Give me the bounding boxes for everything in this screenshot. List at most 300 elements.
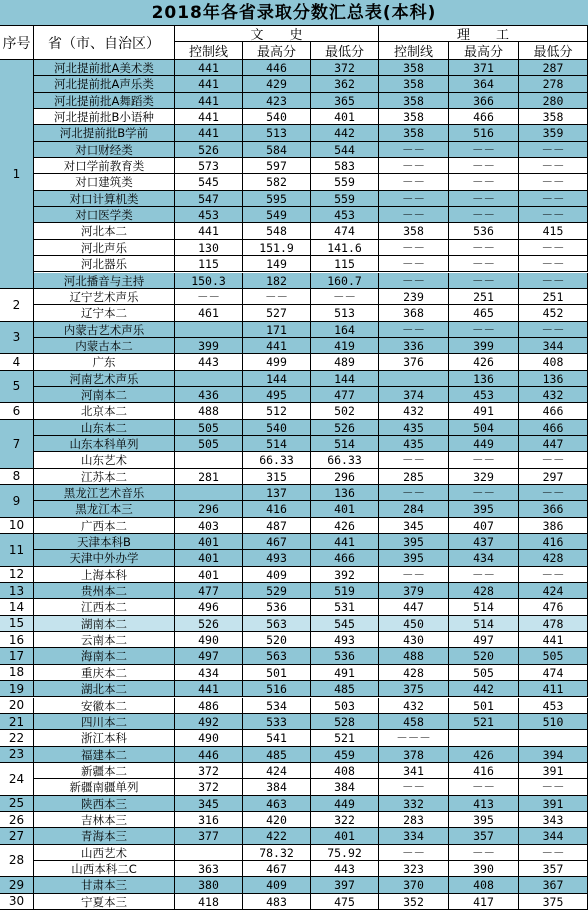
row-seq-number: 13 — [0, 583, 34, 599]
science-control-line: －－ — [379, 256, 449, 272]
row-seq-number: 24 — [0, 763, 34, 796]
arts-max: 423 — [243, 93, 311, 109]
table-row — [0, 763, 588, 779]
science-control-line: －－ — [379, 273, 449, 289]
science-control-line: 358 — [379, 76, 449, 92]
science-min: －－ — [519, 322, 588, 338]
science-min: 366 — [519, 501, 588, 517]
arts-max: 501 — [243, 665, 311, 681]
arts-control-line: 296 — [175, 501, 243, 517]
science-control-line: 334 — [379, 828, 449, 844]
header-science-min: 最低分 — [519, 42, 588, 60]
arts-max: 137 — [243, 485, 311, 501]
arts-min: 443 — [311, 861, 379, 877]
science-control-line: －－ — [379, 158, 449, 174]
arts-max: 582 — [243, 174, 311, 190]
table-row — [0, 240, 588, 256]
science-min: 505 — [519, 648, 588, 664]
table-row — [0, 681, 588, 697]
science-max: 501 — [449, 698, 519, 714]
arts-max: 467 — [243, 861, 311, 877]
province-name: 山东艺术 — [34, 452, 175, 468]
arts-max: 416 — [243, 501, 311, 517]
arts-control-line: 130 — [175, 240, 243, 256]
arts-min: 419 — [311, 338, 379, 354]
science-control-line: 285 — [379, 469, 449, 485]
science-max: 442 — [449, 681, 519, 697]
province-name: 广西本二 — [34, 518, 175, 534]
science-max: 395 — [449, 812, 519, 828]
province-name: 陕西本三 — [34, 796, 175, 812]
arts-max: 520 — [243, 632, 311, 648]
table-row — [0, 845, 588, 861]
province-name: 山东本二 — [34, 420, 175, 436]
science-min: 476 — [519, 599, 588, 615]
arts-control-line: 446 — [175, 747, 243, 763]
science-min: 432 — [519, 387, 588, 403]
science-control-line: 358 — [379, 125, 449, 141]
row-seq-number: 4 — [0, 354, 34, 370]
table-row — [0, 436, 588, 452]
arts-control-line: 443 — [175, 354, 243, 370]
science-control-line: 358 — [379, 223, 449, 239]
arts-control-line: 363 — [175, 861, 243, 877]
science-min: －－ — [519, 158, 588, 174]
science-max: 251 — [449, 289, 519, 305]
row-seq-number: 22 — [0, 730, 34, 746]
header-arts-min: 最低分 — [311, 42, 379, 60]
row-seq-number: 30 — [0, 894, 34, 910]
province-name: 河北提前批A美术类 — [34, 60, 175, 76]
arts-max: 424 — [243, 763, 311, 779]
arts-max: 533 — [243, 714, 311, 730]
science-max: 395 — [449, 501, 519, 517]
table-row — [0, 305, 588, 321]
science-min: －－ — [519, 779, 588, 795]
province-name: 辽宁艺术声乐 — [34, 289, 175, 305]
science-control-line: －－ — [379, 779, 449, 795]
arts-max: 563 — [243, 616, 311, 632]
row-seq-number: 29 — [0, 877, 34, 893]
province-name: 甘肃本三 — [34, 877, 175, 893]
arts-min: 426 — [311, 518, 379, 534]
province-name: 河北器乐 — [34, 256, 175, 272]
province-name: 河北提前批A舞蹈类 — [34, 93, 175, 109]
science-max: 426 — [449, 747, 519, 763]
science-max: －－ — [449, 779, 519, 795]
science-max: －－ — [449, 207, 519, 223]
science-control-line: －－ — [379, 567, 449, 583]
science-min: 287 — [519, 60, 588, 76]
arts-max: 485 — [243, 747, 311, 763]
arts-min: 545 — [311, 616, 379, 632]
science-control-line: 352 — [379, 894, 449, 910]
arts-max: 499 — [243, 354, 311, 370]
table-row — [0, 174, 588, 190]
arts-min: 466 — [311, 550, 379, 566]
science-min: 428 — [519, 550, 588, 566]
science-max: 399 — [449, 338, 519, 354]
arts-min: 502 — [311, 403, 379, 419]
province-name: 对口财经类 — [34, 142, 175, 158]
table-row — [0, 142, 588, 158]
science-min: 358 — [519, 109, 588, 125]
province-name: 对口医学类 — [34, 207, 175, 223]
arts-control-line: 401 — [175, 550, 243, 566]
province-name: 青海本三 — [34, 828, 175, 844]
science-min: －－ — [519, 142, 588, 158]
table-row — [0, 125, 588, 141]
arts-control-line: 461 — [175, 305, 243, 321]
row-seq-number: 14 — [0, 599, 34, 615]
page-title: 2018年各省录取分数汇总表(本科) — [0, 0, 588, 26]
science-max: 408 — [449, 877, 519, 893]
arts-control-line: 441 — [175, 223, 243, 239]
arts-control-line: 115 — [175, 256, 243, 272]
arts-min: 514 — [311, 436, 379, 452]
arts-max: 540 — [243, 109, 311, 125]
header-arts-control-line: 控制线 — [175, 42, 243, 60]
arts-max: 548 — [243, 223, 311, 239]
science-max: 416 — [449, 763, 519, 779]
arts-min: 160.7 — [311, 273, 379, 289]
arts-max: －－ — [243, 289, 311, 305]
arts-max: 149 — [243, 256, 311, 272]
table-row — [0, 828, 588, 844]
arts-control-line: 526 — [175, 616, 243, 632]
science-control-line: 395 — [379, 534, 449, 550]
province-name: 北京本二 — [34, 403, 175, 419]
arts-control-line: 486 — [175, 698, 243, 714]
science-max: 407 — [449, 518, 519, 534]
arts-min: 489 — [311, 354, 379, 370]
table-row — [0, 354, 588, 370]
row-seq-number: 27 — [0, 828, 34, 844]
science-max: 371 — [449, 60, 519, 76]
science-max: 536 — [449, 223, 519, 239]
arts-control-line: 453 — [175, 207, 243, 223]
science-max: 453 — [449, 387, 519, 403]
science-max: 521 — [449, 714, 519, 730]
row-seq-number: 19 — [0, 681, 34, 697]
science-min: 466 — [519, 403, 588, 419]
table-row — [0, 60, 588, 76]
science-min — [519, 730, 588, 746]
science-max: 514 — [449, 599, 519, 615]
science-min: 415 — [519, 223, 588, 239]
arts-max: 536 — [243, 599, 311, 615]
arts-max: 467 — [243, 534, 311, 550]
header-arts-group: 文 史 — [175, 26, 379, 42]
table-row — [0, 109, 588, 125]
province-name: 山东本科单列 — [34, 436, 175, 452]
science-control-line: 358 — [379, 109, 449, 125]
province-name: 河北本二 — [34, 223, 175, 239]
province-name: 对口计算机类 — [34, 191, 175, 207]
arts-max: 513 — [243, 125, 311, 141]
table-row — [0, 256, 588, 272]
arts-max: 597 — [243, 158, 311, 174]
arts-control-line: 150.3 — [175, 273, 243, 289]
row-seq-number: 8 — [0, 469, 34, 485]
arts-max: 487 — [243, 518, 311, 534]
arts-max: 151.9 — [243, 240, 311, 256]
province-name: 山西艺术 — [34, 845, 175, 861]
province-name: 内蒙古本二 — [34, 338, 175, 354]
table-row — [0, 698, 588, 714]
arts-min: 401 — [311, 501, 379, 517]
science-max: －－ — [449, 322, 519, 338]
table-row — [0, 452, 588, 468]
table-row — [0, 648, 588, 664]
arts-min: 513 — [311, 305, 379, 321]
header-science-max: 最高分 — [449, 42, 519, 60]
province-name: 宁夏本三 — [34, 894, 175, 910]
province-name: 重庆本二 — [34, 665, 175, 681]
science-max: 504 — [449, 420, 519, 436]
province-name: 云南本二 — [34, 632, 175, 648]
table-row — [0, 207, 588, 223]
science-max: 466 — [449, 109, 519, 125]
header-science-group: 理 工 — [379, 26, 588, 42]
science-max: －－ — [449, 142, 519, 158]
table-row — [0, 518, 588, 534]
province-name: 上海本科 — [34, 567, 175, 583]
table-row — [0, 289, 588, 305]
science-min: 453 — [519, 698, 588, 714]
arts-min: 531 — [311, 599, 379, 615]
science-min: 466 — [519, 420, 588, 436]
science-max: 417 — [449, 894, 519, 910]
arts-min: 559 — [311, 174, 379, 190]
science-max: －－ — [449, 158, 519, 174]
table-row — [0, 191, 588, 207]
arts-min: 322 — [311, 812, 379, 828]
table-row — [0, 534, 588, 550]
table-row — [0, 583, 588, 599]
province-name: 对口学前教育类 — [34, 158, 175, 174]
arts-control-line: 434 — [175, 665, 243, 681]
science-max: 390 — [449, 861, 519, 877]
arts-control-line: 403 — [175, 518, 243, 534]
header-arts-max: 最高分 — [243, 42, 311, 60]
science-max: －－ — [449, 240, 519, 256]
arts-min: 453 — [311, 207, 379, 223]
province-name: 贵州本二 — [34, 583, 175, 599]
table-row — [0, 779, 588, 795]
table-row — [0, 861, 588, 877]
table-row — [0, 599, 588, 615]
arts-control-line: 492 — [175, 714, 243, 730]
arts-max: 463 — [243, 796, 311, 812]
province-name: 福建本二 — [34, 747, 175, 763]
arts-min: 164 — [311, 322, 379, 338]
arts-control-line: 441 — [175, 125, 243, 141]
arts-min: 408 — [311, 763, 379, 779]
science-min: 344 — [519, 828, 588, 844]
science-max: －－ — [449, 567, 519, 583]
science-min: 424 — [519, 583, 588, 599]
science-control-line: 239 — [379, 289, 449, 305]
science-control-line: 458 — [379, 714, 449, 730]
science-control-line: －－ — [379, 322, 449, 338]
arts-max: 409 — [243, 877, 311, 893]
table-row — [0, 322, 588, 338]
arts-control-line: 488 — [175, 403, 243, 419]
table-row — [0, 632, 588, 648]
arts-max: 516 — [243, 681, 311, 697]
table-row — [0, 714, 588, 730]
province-name: 黑龙江艺术音乐 — [34, 485, 175, 501]
arts-min: 477 — [311, 387, 379, 403]
science-min: －－ — [519, 567, 588, 583]
arts-control-line: 380 — [175, 877, 243, 893]
arts-min: 528 — [311, 714, 379, 730]
science-min: －－ — [519, 485, 588, 501]
science-max: 357 — [449, 828, 519, 844]
science-control-line: 358 — [379, 60, 449, 76]
province-name: 天津本科B — [34, 534, 175, 550]
arts-min: 372 — [311, 60, 379, 76]
science-control-line: 323 — [379, 861, 449, 877]
arts-max: 495 — [243, 387, 311, 403]
province-name: 天津中外办学 — [34, 550, 175, 566]
arts-control-line: 545 — [175, 174, 243, 190]
table-row — [0, 812, 588, 828]
arts-max: 409 — [243, 567, 311, 583]
arts-max: 584 — [243, 142, 311, 158]
arts-max: 422 — [243, 828, 311, 844]
science-max: －－ — [449, 191, 519, 207]
science-max: －－ — [449, 845, 519, 861]
arts-min: 144 — [311, 371, 379, 387]
science-min: －－ — [519, 174, 588, 190]
science-min: 452 — [519, 305, 588, 321]
arts-control-line: 441 — [175, 681, 243, 697]
table-row — [0, 387, 588, 403]
science-max: 514 — [449, 616, 519, 632]
arts-min: 362 — [311, 76, 379, 92]
arts-min: 401 — [311, 828, 379, 844]
science-max: －－ — [449, 452, 519, 468]
row-seq-number: 12 — [0, 567, 34, 583]
science-control-line: 432 — [379, 698, 449, 714]
province-name: 浙江本科 — [34, 730, 175, 746]
arts-control-line — [175, 845, 243, 861]
province-name: 吉林本三 — [34, 812, 175, 828]
science-min: 394 — [519, 747, 588, 763]
row-seq-number: 21 — [0, 714, 34, 730]
header-province: 省（市、自治区） — [34, 26, 175, 60]
province-name: 河北播音与主持 — [34, 273, 175, 289]
province-name: 新疆南疆单列 — [34, 779, 175, 795]
science-control-line: 284 — [379, 501, 449, 517]
row-seq-number: 25 — [0, 796, 34, 812]
table-row — [0, 665, 588, 681]
science-max: 516 — [449, 125, 519, 141]
science-control-line: 341 — [379, 763, 449, 779]
arts-max: 534 — [243, 698, 311, 714]
science-control-line: 379 — [379, 583, 449, 599]
arts-control-line: 441 — [175, 93, 243, 109]
row-seq-number: 10 — [0, 518, 34, 534]
arts-max: 541 — [243, 730, 311, 746]
arts-min: 392 — [311, 567, 379, 583]
science-control-line: －－ — [379, 142, 449, 158]
arts-max: 549 — [243, 207, 311, 223]
science-min: －－ — [519, 273, 588, 289]
science-min: 359 — [519, 125, 588, 141]
science-min: 441 — [519, 632, 588, 648]
arts-min: 491 — [311, 665, 379, 681]
arts-min: 459 — [311, 747, 379, 763]
table-row — [0, 877, 588, 893]
arts-max: 446 — [243, 60, 311, 76]
arts-max: 563 — [243, 648, 311, 664]
header-science-control-line: 控制线 — [379, 42, 449, 60]
province-name: 河南本二 — [34, 387, 175, 403]
arts-control-line: 441 — [175, 109, 243, 125]
arts-min: 296 — [311, 469, 379, 485]
science-min: －－ — [519, 207, 588, 223]
arts-min: 115 — [311, 256, 379, 272]
science-control-line: 395 — [379, 550, 449, 566]
science-control-line: 430 — [379, 632, 449, 648]
arts-min: 66.33 — [311, 452, 379, 468]
arts-control-line: 345 — [175, 796, 243, 812]
arts-min: 75.92 — [311, 845, 379, 861]
arts-control-line: 490 — [175, 632, 243, 648]
arts-control-line: 441 — [175, 76, 243, 92]
science-max: 465 — [449, 305, 519, 321]
table-row — [0, 158, 588, 174]
science-max: 428 — [449, 583, 519, 599]
science-min: 408 — [519, 354, 588, 370]
arts-min: 583 — [311, 158, 379, 174]
province-name: 山西本科二C — [34, 861, 175, 877]
row-seq-number: 6 — [0, 403, 34, 419]
arts-control-line: 401 — [175, 567, 243, 583]
arts-control-line: 418 — [175, 894, 243, 910]
science-control-line: 336 — [379, 338, 449, 354]
science-max: 434 — [449, 550, 519, 566]
row-seq-number: 20 — [0, 698, 34, 714]
table-row — [0, 338, 588, 354]
science-min: 391 — [519, 796, 588, 812]
science-control-line: 374 — [379, 387, 449, 403]
row-seq-number: 5 — [0, 371, 34, 404]
science-control-line — [379, 371, 449, 387]
science-control-line: －－ — [379, 191, 449, 207]
science-control-line: 447 — [379, 599, 449, 615]
row-seq-number: 23 — [0, 747, 34, 763]
province-name: 新疆本二 — [34, 763, 175, 779]
science-max: 366 — [449, 93, 519, 109]
row-seq-number: 26 — [0, 812, 34, 828]
science-control-line: 435 — [379, 436, 449, 452]
arts-control-line: 436 — [175, 387, 243, 403]
arts-max: 384 — [243, 779, 311, 795]
table-row — [0, 616, 588, 632]
province-name: 江苏本二 — [34, 469, 175, 485]
arts-min: －－ — [311, 289, 379, 305]
province-name: 河北提前批B学前 — [34, 125, 175, 141]
science-min: 136 — [519, 371, 588, 387]
arts-min: 521 — [311, 730, 379, 746]
arts-min: 544 — [311, 142, 379, 158]
arts-min: 397 — [311, 877, 379, 893]
arts-control-line: －－ — [175, 289, 243, 305]
